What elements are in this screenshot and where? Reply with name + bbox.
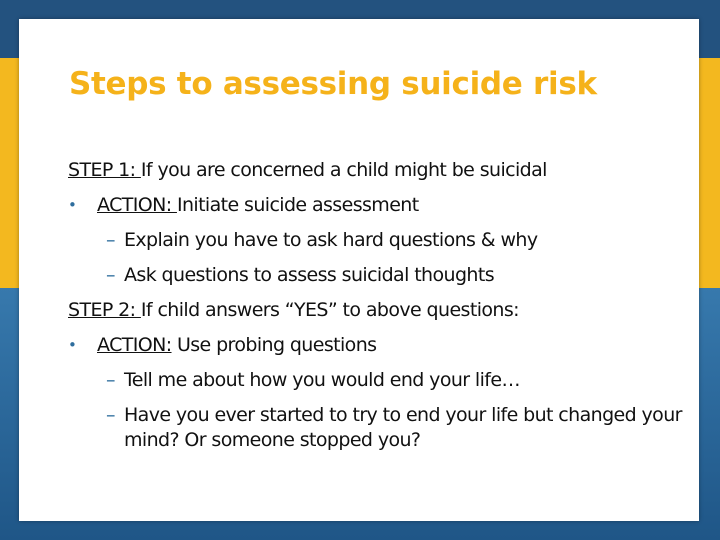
sub-item-explain: [68, 223, 678, 258]
sub-item-text: Explain you have to ask hard questions & why: [124, 229, 538, 251]
step-2-label: STEP 2:: [68, 299, 141, 321]
action-1-text: Initiate suicide assessment: [176, 194, 419, 216]
slide-title: Steps to assessing suicide risk: [69, 66, 597, 102]
dash-icon: –: [106, 404, 115, 426]
action-1-label: ACTION:: [97, 194, 177, 216]
sub-item-text: Tell me about how you would end your life…: [124, 369, 520, 391]
action-2-label: ACTION:: [97, 334, 172, 356]
bullet-icon: •: [68, 196, 77, 214]
bullet-icon: •: [68, 336, 77, 354]
action-2-line: [68, 328, 678, 363]
step-1-label: STEP 1:: [68, 159, 141, 181]
dash-icon: –: [106, 229, 115, 251]
sub-item-have-you: [68, 398, 682, 458]
action-1-line: [68, 188, 678, 223]
slide-body: [68, 153, 682, 458]
sub-item-text: Have you ever started to try to end your life but changed your mind? Or someone stopped you?: [124, 404, 682, 451]
sub-item-tell: [68, 363, 678, 398]
step-2-line: [68, 293, 678, 328]
step-1-line: [68, 153, 678, 188]
step-2-text: If child answers “YES” to above questions:: [140, 299, 519, 321]
dash-icon: –: [106, 264, 115, 286]
sub-item-ask: [68, 258, 678, 293]
sub-item-text: Ask questions to assess suicidal thoughts: [124, 264, 495, 286]
action-2-text: Use probing questions: [171, 334, 377, 356]
dash-icon: –: [106, 369, 115, 391]
step-1-text: If you are concerned a child might be suicidal: [140, 159, 547, 181]
